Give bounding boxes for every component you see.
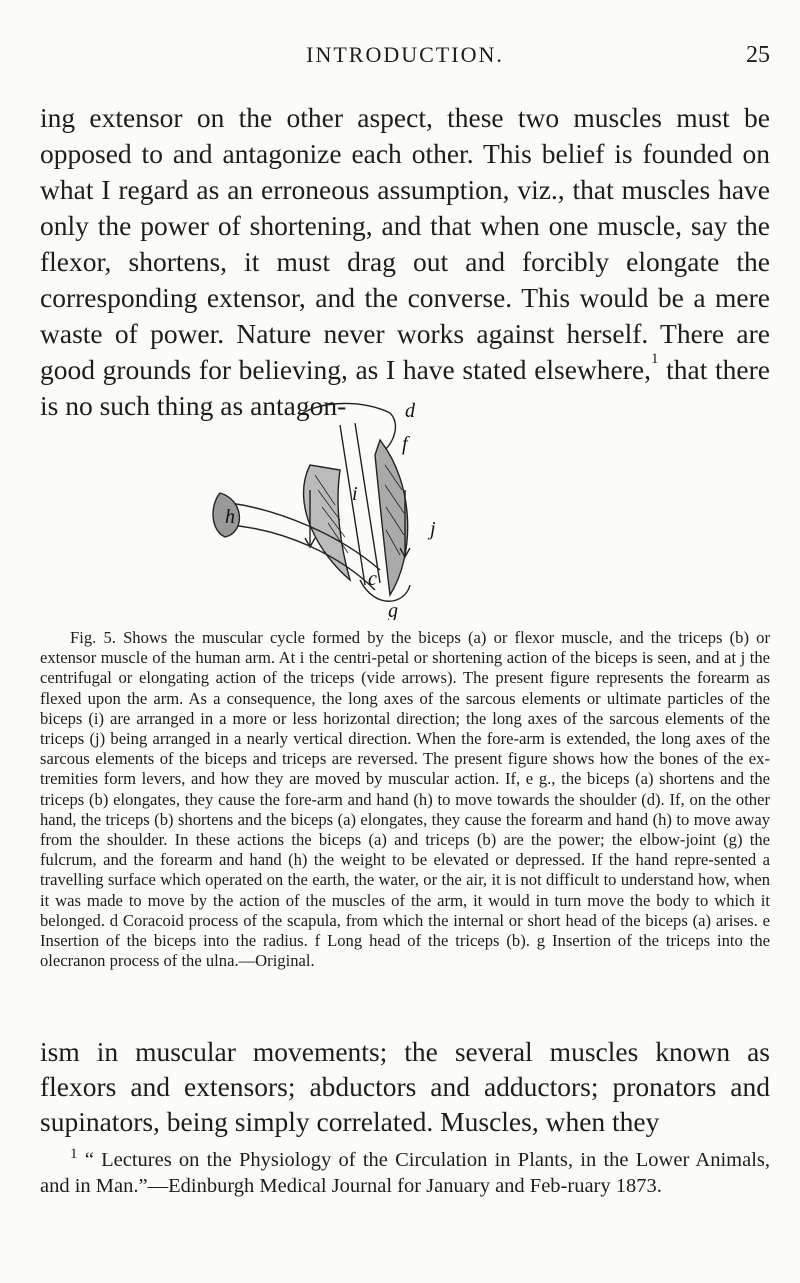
figure-caption xyxy=(40,628,770,971)
footnote xyxy=(40,1147,770,1199)
caption-text: Fig. 5. Shows the muscular cycle formed by the biceps (a) or flexor muscle, and the triceps (b) or extensor muscle of the human arm. At i the centri-petal or shortening action of the biceps is seen, and at j the centrifugal or elongating action of the triceps (vide arrows). The present figure represents the forearm as flexed upon the arm. As a consequence, the long axes of the sarcous elements or ultimate particles of the biceps (i) are arranged in a more or less horizontal direction; the long axes of the sarcous elements of the triceps (j) being arranged in a nearly vertical direction. When the fore-arm is extended, the long axes of the sarcous elements of the biceps and triceps are reversed. The present figure shows how the bones of the ex-tremities form levers, and how they are moved by muscular action. If, e g., the biceps (a) shortens and the triceps (b) elongates, they cause the fore-arm and hand (h) to move towards the shoulder (d). If, on the other hand, the triceps (b) shortens and the biceps (a) elongates, they cause the forearm and hand (h) to move away from the shoulder. In these actions the biceps (a) and triceps (b) are the power; the elbow-joint (g) the fulcrum, and the forearm and hand (h) the weight to be elevated or depressed. If the hand repre-sented a travelling surface which operated on the earth, the water, or the air, it is not difficult to understand how, when it was made to move by the action of the muscles of the arm, it would in turn move the body to which it belonged. d Coracoid process of the scapula, from which the internal or short head of the biceps (a) arises. e Insertion of the biceps into the radius. f Long head of the triceps (b). g Insertion of the triceps into the olecranon process of the ulna.—Original. xyxy=(40,628,770,971)
triceps-muscle xyxy=(375,440,408,595)
body-paragraph-1-end: that there is no such thing as antagon- xyxy=(40,354,770,421)
page-header xyxy=(40,36,770,76)
label-d: d xyxy=(405,400,415,422)
body-paragraph-1-text: ing extensor on the other aspect, these two muscles must be opposed to and antagonize each other. This belief is founded on what I regard as an erroneous assumption, viz., that muscles have only the power of shortening, and that when one muscle, say the flexor, shortens, it must drag out and forcibly elongate the corresponding extensor, and the converse. This would be a mere waste of power. Nature never works against herself. There are good grounds for believing, as I have stated elsewhere, xyxy=(40,102,770,385)
figure-arm-muscles xyxy=(190,395,580,620)
humerus xyxy=(340,423,380,585)
forearm xyxy=(230,503,380,590)
footnote-reference[interactable]: 1 xyxy=(651,351,659,367)
label-f: f xyxy=(402,433,408,455)
arm-illustration xyxy=(190,395,580,620)
label-j: j xyxy=(430,518,436,540)
label-c: c xyxy=(368,568,377,590)
page-number: 25 xyxy=(746,42,770,68)
running-head: INTRODUCTION. xyxy=(306,42,504,67)
body-paragraph-1 xyxy=(40,100,770,424)
body-paragraph-2: ism in muscular movements; the several muscles known as flexors and extensors; abductors and adductors; pronators and supinators, being simply correlated. Muscles, when they xyxy=(40,1036,770,1137)
label-h: h xyxy=(225,506,235,528)
label-i: i xyxy=(352,483,358,505)
label-g: g xyxy=(388,600,398,620)
footnote-marker: 1 xyxy=(70,1146,78,1162)
footnote-text: “ Lectures on the Physiology of the Circulation in Plants, in the Lower Animals, and in Man.”—Edinburgh Medical Journal for January and Feb-ruary 1873. xyxy=(40,1149,770,1197)
